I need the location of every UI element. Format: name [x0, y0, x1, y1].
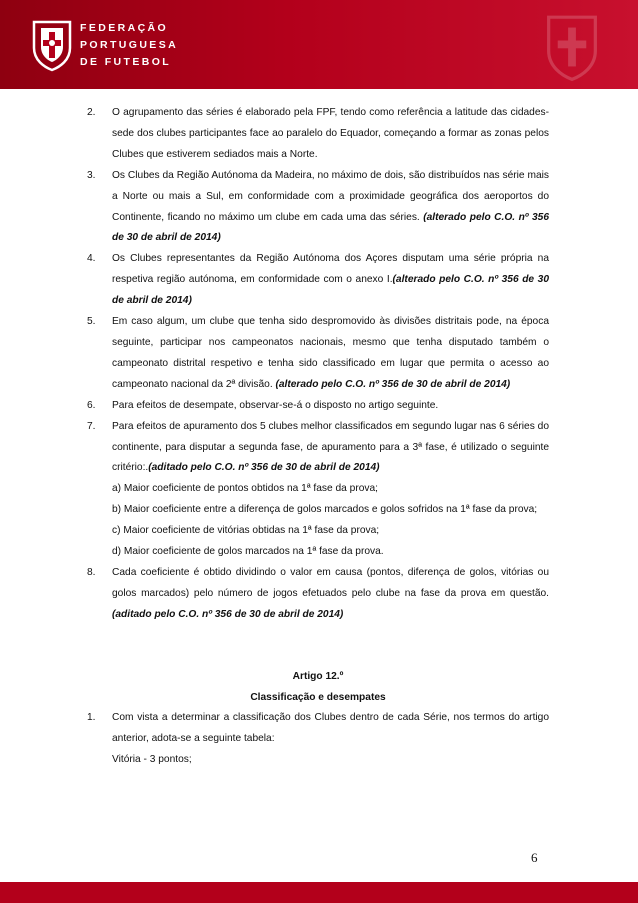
list-item [87, 249, 549, 312]
header-banner [0, 0, 638, 89]
item-number: 7. [87, 420, 96, 432]
amendment-note: (aditado pelo C.O. nº 356 de 30 de abril de 2014) [112, 608, 344, 620]
list-item [87, 103, 549, 166]
item-number: 2. [87, 107, 96, 118]
item-number: 5. [87, 316, 96, 328]
amendment-note: (alterado pelo C.O. nº 356 de 30 de abril de 2014) [112, 274, 549, 307]
article-subtitle: Classificação e desempates [250, 691, 386, 703]
section-spacer [87, 626, 549, 667]
federation-name-line3: DE FUTEBOL [80, 56, 172, 68]
list-item [87, 708, 549, 750]
item-text: Os Clubes representantes da Região Autónoma dos Açores disputam uma série própria na respetiva região autónoma, em conformidade com o anexo I. [112, 253, 549, 286]
document-body [87, 103, 549, 771]
criterion-item: c) Maior coeficiente de vitórias obtidas na 1ª fase da prova; [112, 525, 380, 537]
item-text: O agrupamento das séries é elaborado pela FPF, tendo como referência a latitude das cidades-sede dos clubes participantes face ao paralelo do Equador, começando a formar as zonas pelos Clubes que estiverem sediados mais a Norte. [112, 107, 549, 160]
item-number: 1. [87, 712, 96, 724]
fpf-crest-watermark-icon [540, 12, 604, 82]
item-text: Em caso algum, um clube que tenha sido despromovido às divisões distritais pode, na época seguinte, participar nos campeonatos nacionais, mesmo que tenha disputado também o campeonato distrital respetivo e tenha sido classificado em lugar que permita o acesso ao campeonato nacional da 2ª divisão. [112, 316, 549, 390]
amendment-note: (alterado pelo C.O. nº 356 de 30 de abril de 2014) [112, 211, 550, 244]
amendment-note: (aditado pelo C.O. nº 356 de 30 de abril de 2014) [148, 462, 380, 474]
item-number: 3. [87, 169, 96, 181]
item-text: Cada coeficiente é obtido dividindo o valor em causa (pontos, diferença de golos, vitórias ou golos marcados) pelo número de jogos efetuados pelo clube na fase da prova em questão. [112, 566, 549, 599]
points-rule: Vitória - 3 pontos; [112, 754, 192, 766]
amendment-note: (alterado pelo C.O. nº 356 de 30 de abril de 2014) [275, 378, 511, 390]
federation-name-line1: FEDERAÇÃO [80, 22, 169, 34]
list-item [87, 563, 549, 626]
federation-name-line2: PORTUGUESA [80, 39, 179, 51]
list-item [87, 166, 549, 250]
criterion-item: a) Maior coeficiente de pontos obtidos na 1ª fase da prova; [112, 483, 378, 495]
article-title: Artigo 12.º [292, 670, 344, 682]
criterion-item: b) Maior coeficiente entre a diferença de golos marcados e golos sofridos na 1ª fase da prova; [112, 504, 538, 516]
item-text: Para efeitos de apuramento dos 5 clubes melhor classificados em segundo lugar nas 6 séries do continente, para disputar a segunda fase, de apuramento para a 3ª fase, é utilizado o seguinte critério:. [112, 420, 549, 474]
list-item [87, 312, 549, 396]
item-text: Os Clubes da Região Autónoma da Madeira, no máximo de dois, são distribuídos nas série mais a Norte ou mais a Sul, em conformidade com a proximidade geográfica dos aeroportos do Continente, ficando no máximo um clube em cada uma das séries. [112, 169, 549, 223]
page-number: 6 [531, 850, 538, 865]
item-number: 4. [87, 253, 96, 265]
fpf-crest-icon [30, 18, 74, 72]
item-text: Com vista a determinar a classificação dos Clubes dentro de cada Série, nos termos do artigo anterior, adota-se a seguinte tabela: [112, 712, 549, 745]
list-item [87, 417, 549, 480]
item-number: 8. [87, 566, 96, 578]
federation-name [80, 20, 178, 71]
footer-bar [0, 882, 638, 903]
item-text: Para efeitos de desempate, observar-se-á o disposto no artigo seguinte. [112, 399, 439, 411]
criterion-item: d) Maior coeficiente de golos marcados na 1ª fase da prova. [112, 546, 384, 558]
item-number: 6. [87, 399, 96, 411]
list-item [87, 396, 549, 417]
